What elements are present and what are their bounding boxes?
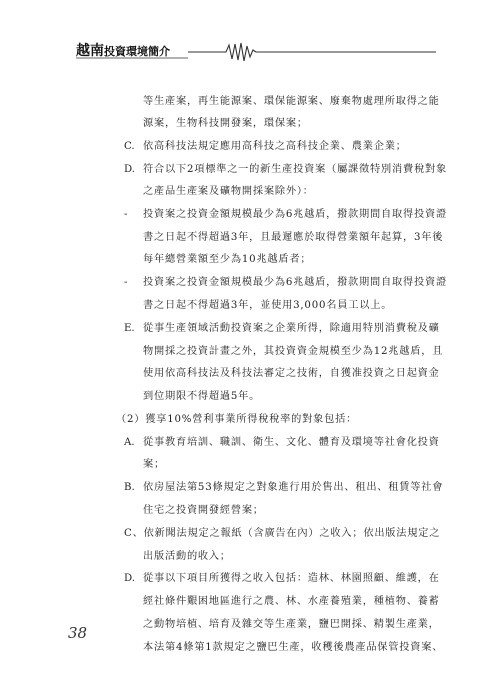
item-marker: D.: [124, 164, 136, 175]
text-line: 從事生產領域活動投資案之企業所得，除適用特別消費稅及礦: [143, 323, 440, 334]
text-line: 投資案之投資金額規模最少為6兆越盾，撥款期間自取得投資證: [143, 277, 447, 288]
item-marker: E.: [124, 323, 135, 334]
item-marker: B.: [124, 482, 135, 493]
text-line: 之動物培植、培育及雜交等生產業，鹽巴開採、精製生產業，: [143, 619, 440, 630]
text-line: 等生產案，再生能源案、環保能源案、廢棄物處理所取得之能: [143, 96, 440, 107]
text-line: 之產品生產案及礦物開採案除外）：: [143, 186, 314, 197]
text-line: 使用依高科技法及科技法審定之技術，自獲准投資之日起資金: [143, 368, 440, 379]
text-line: 從事教育培訓、職訓、衛生、文化、體育及環境等社會化投資: [143, 437, 440, 448]
header-title-sub: 投資環境簡介: [104, 45, 170, 58]
text-line: 住宅之投資開發經營案；: [143, 505, 264, 516]
header-title-main: 越南: [76, 43, 104, 59]
text-line: 符合以下2項標準之一的新生產投資案（屬課徵特別消費稅對象: [143, 164, 447, 175]
text-line: 經社條件艱困地區進行之農、林、水產養殖業，種植物、養蓄: [143, 596, 440, 607]
text-line: 本法第4條第1款規定之鹽巴生產，收穫後農產品保管投資案、: [143, 642, 444, 653]
text-line: 依高科技法規定應用高科技之高科技企業、農業企業；: [143, 141, 407, 152]
bullet-dash: -: [124, 277, 128, 288]
text-line: 案；: [143, 459, 165, 470]
text-line: 源案，生物科技開發案，環保案；: [143, 118, 308, 129]
text-line: C、依新聞法規定之報紙（含廣告在內）之收入；依出版法規定之: [124, 528, 441, 539]
item-marker: D.: [124, 573, 136, 584]
text-line: 出版活動的收入；: [143, 551, 231, 562]
bullet-dash: -: [124, 209, 128, 220]
text-line: 物開採之投資計畫之外，其投資資金規模至少為12兆越盾，且: [143, 346, 444, 357]
text-line: 書之日起不得超過3年，且最遲應於取得營業額年起算，3年後: [143, 232, 444, 243]
text-line: 書之日起不得超過3年，並使用3,000名員工以上。: [143, 300, 393, 311]
item-marker: C.: [124, 141, 135, 152]
item-marker: A.: [124, 437, 135, 448]
page-number: 38: [68, 624, 88, 642]
text-line: 到位期限不得超過5年。: [143, 391, 261, 402]
text-line: 投資案之投資金額規模最少為6兆越盾，撥款期間自取得投資證: [143, 209, 447, 220]
text-line: 從事以下項目所獲得之收入包括：造林、林園照顧、維護，在: [143, 573, 440, 584]
text-line: 每年總營業額至少為10兆越盾者；: [143, 254, 312, 265]
section-heading: （2）獲享10%營利事業所得稅稅率的對象包括：: [116, 414, 358, 425]
text-line: 依房屋法第53條規定之對象進行用於售出、租出、租賃等社會: [143, 482, 444, 493]
